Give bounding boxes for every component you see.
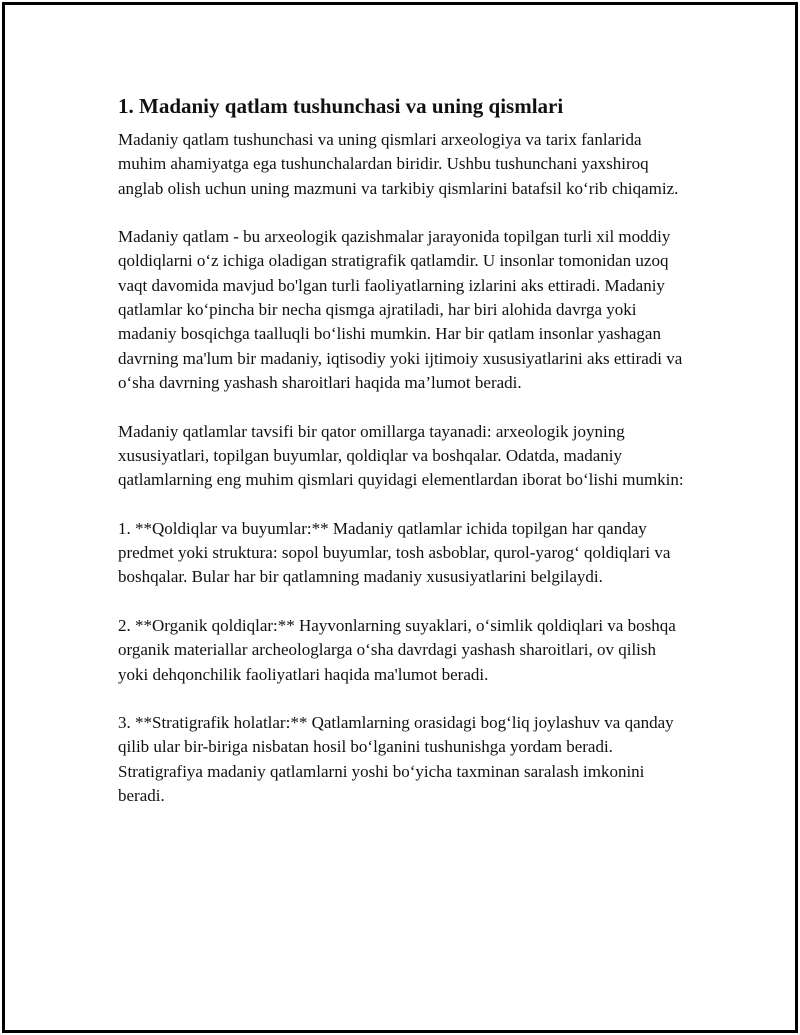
paragraph-description: Madaniy qatlamlar tavsifi bir qator omillarga tayanadi: arxeologik joyning xususiyatlari, topilgan buyumlar, qoldiqlar va boshqalar. Odatda, madaniy qatlamlarning eng muhim qismlari quyidagi elementlardan iborat bo‘lishi mumkin: bbox=[118, 421, 684, 490]
list-item-organic: 2. **Organik qoldiqlar:** Hayvonlarning suyaklari, o‘simlik qoldiqlari va boshqa organik materiallar archeologlarga o‘sha davrdagi yashash sharoitlari, ov qilish yoki dehqonchilik faoliyatlari haqida ma'lumot beradi. bbox=[118, 615, 676, 684]
list-item-stratigraphy: 3. **Stratigrafik holatlar:** Qatlamlarning orasidagi bog‘liq joylashuv va qanday qilib ular bir-biriga nisbatan hosil bo‘lganini tushunishga yordam beradi. Stratigrafiya madaniy qatlamlarni yoshi bo‘yicha taxminan saralash imkonini beradi. bbox=[118, 713, 674, 806]
list-item-remains: 1. **Qoldiqlar va buyumlar:** Madaniy qatlamlar ichida topilgan har qanday predmet yoki struktura: sopol buyumlar, tosh asboblar, qurol-yarog‘ qoldiqlari va boshqalar. Bular har bir qatlamning madaniy xususiyatlarini belgilaydi. bbox=[118, 518, 671, 587]
paragraph-definition: Madaniy qatlam - bu arxeologik qazishmalar jarayonida topilgan turli xil moddiy qoldiqlarni o‘z ichiga oladigan stratigrafik qatlamdir. U insonlar tomonidan uzoq vaqt davomida mavjud bo'lgan turli faoliyatlarning izlarini aks ettiradi. Madaniy qatlamlar ko‘pincha bir necha qismga ajratiladi, har biri alohida davrga yoki madaniy bosqichga taalluqli bo‘lishi mumkin. Har bir qatlam insonlar yashagan davrning ma'lum bir madaniy, iqtisodiy yoki ijtimoiy xususiyatlarini aks ettiradi va o‘sha davrning yashash sharoitlari haqida ma’lumot beradi. bbox=[118, 227, 683, 392]
paragraph-intro: Madaniy qatlam tushunchasi va uning qismlari arxeologiya va tarix fanlarida muhim ahamiyatga ega tushunchalardan biridir. Ushbu tushunchani yaxshiroq anglab olish uchun uning mazmuni va tarkibiy qismlarini batafsil ko‘rib chiqamiz. bbox=[118, 130, 679, 198]
section-heading: 1. Madaniy qatlam tushunchasi va uning qismlari bbox=[118, 94, 564, 118]
document-body bbox=[118, 92, 690, 833]
